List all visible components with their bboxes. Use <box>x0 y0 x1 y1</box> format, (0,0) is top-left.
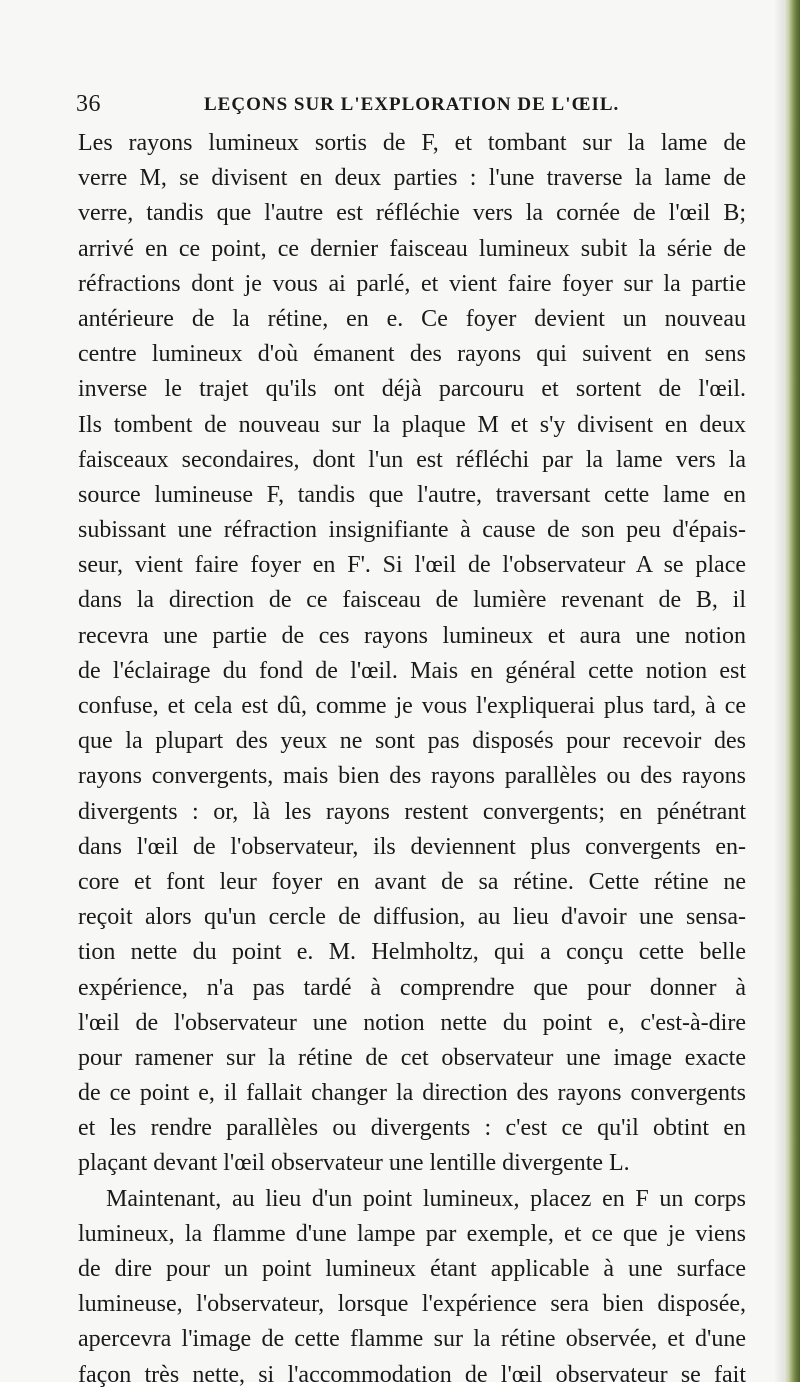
text-line: pour ramener sur la rétine de cet observateur une image exacte <box>78 1044 746 1071</box>
text-line: dans l'œil de l'observateur, ils deviennent plus convergents en- <box>78 833 746 860</box>
text-line: recevra une partie de ces rayons lumineux et aura une notion <box>78 622 746 649</box>
binding-shadow <box>774 0 784 1382</box>
page-header <box>76 91 746 119</box>
text-line: core et font leur foyer en avant de sa rétine. Cette rétine ne <box>78 868 746 895</box>
text-line: tion nette du point e. M. Helmholtz, qui a conçu cette belle <box>78 939 746 966</box>
text-line: lumineux, la flamme d'une lampe par exemple, et ce que je viens <box>78 1220 746 1247</box>
text-line: verre M, se divisent en deux parties : l'une traverse la lame de <box>78 165 746 192</box>
text-line: reçoit alors qu'un cercle de diffusion, au lieu d'avoir une sensa- <box>78 904 746 931</box>
text-line: de ce point e, il fallait changer la direction des rayons convergents <box>78 1080 746 1107</box>
text-line: confuse, et cela est dû, comme je vous l'expliquerai plus tard, à ce <box>78 693 746 719</box>
text-line: dans la direction de ce faisceau de lumière revenant de B, il <box>78 587 746 614</box>
text-line: faisceaux secondaires, dont l'un est réfléchi par la lame vers la <box>78 446 746 473</box>
text-line: rayons convergents, mais bien des rayons parallèles ou des rayons <box>78 763 746 790</box>
text-line: source lumineuse F, tandis que l'autre, traversant cette lame en <box>78 481 746 508</box>
text-line: de dire pour un point lumineux étant applicable à une surface <box>78 1256 746 1282</box>
text-line: Maintenant, au lieu d'un point lumineux, placez en F un corps <box>106 1185 746 1212</box>
page-number: 36 <box>76 91 101 117</box>
text-line: arrivé en ce point, ce dernier faisceau lumineux subit la série de <box>78 235 746 262</box>
text-line: seur, vient faire foyer en F'. Si l'œil de l'observateur A se place <box>78 552 746 579</box>
text-line: subissant une réfraction insignifiante à cause de son peu d'épais- <box>78 517 746 544</box>
text-line: Les rayons lumineux sortis de F, et tombant sur la lame de <box>78 130 746 156</box>
text-line: façon très nette, si l'accommodation de l'œil observateur se fait <box>78 1361 746 1388</box>
text-line: de l'éclairage du fond de l'œil. Mais en général cette notion est <box>78 657 746 684</box>
text-line: lumineuse, l'observateur, lorsque l'expérience sera bien disposée, <box>78 1291 746 1318</box>
page-binding-edge <box>784 0 800 1382</box>
text-line: centre lumineux d'où émanent des rayons qui suivent en sens <box>78 341 746 368</box>
body-text <box>78 126 746 1393</box>
text-line: apercevra l'image de cette flamme sur la rétine observée, et d'une <box>78 1326 746 1353</box>
text-line: que la plupart des yeux ne sont pas disposés pour recevoir des <box>78 728 746 755</box>
text-line: plaçant devant l'œil observateur une lentille divergente L. <box>78 1150 630 1177</box>
text-line: inverse le trajet qu'ils ont déjà parcouru et sortent de l'œil. <box>78 376 746 403</box>
text-line: l'œil de l'observateur une notion nette du point e, c'est-à-dire <box>78 1009 746 1036</box>
text-line: antérieure de la rétine, en e. Ce foyer devient un nouveau <box>78 305 746 332</box>
text-line: divergents : or, là les rayons restent convergents; en pénétrant <box>78 798 746 825</box>
text-line: et les rendre parallèles ou divergents : c'est ce qu'il obtint en <box>78 1115 746 1142</box>
running-head: LEÇONS SUR L'EXPLORATION DE L'ŒIL. <box>204 94 620 115</box>
text-line: verre, tandis que l'autre est réfléchie vers la cornée de l'œil B; <box>78 200 746 227</box>
text-line: Ils tombent de nouveau sur la plaque M et s'y divisent en deux <box>78 411 746 438</box>
text-line: expérience, n'a pas tardé à comprendre que pour donner à <box>78 974 746 1001</box>
text-line: réfractions dont je vous ai parlé, et vient faire foyer sur la partie <box>78 270 746 297</box>
